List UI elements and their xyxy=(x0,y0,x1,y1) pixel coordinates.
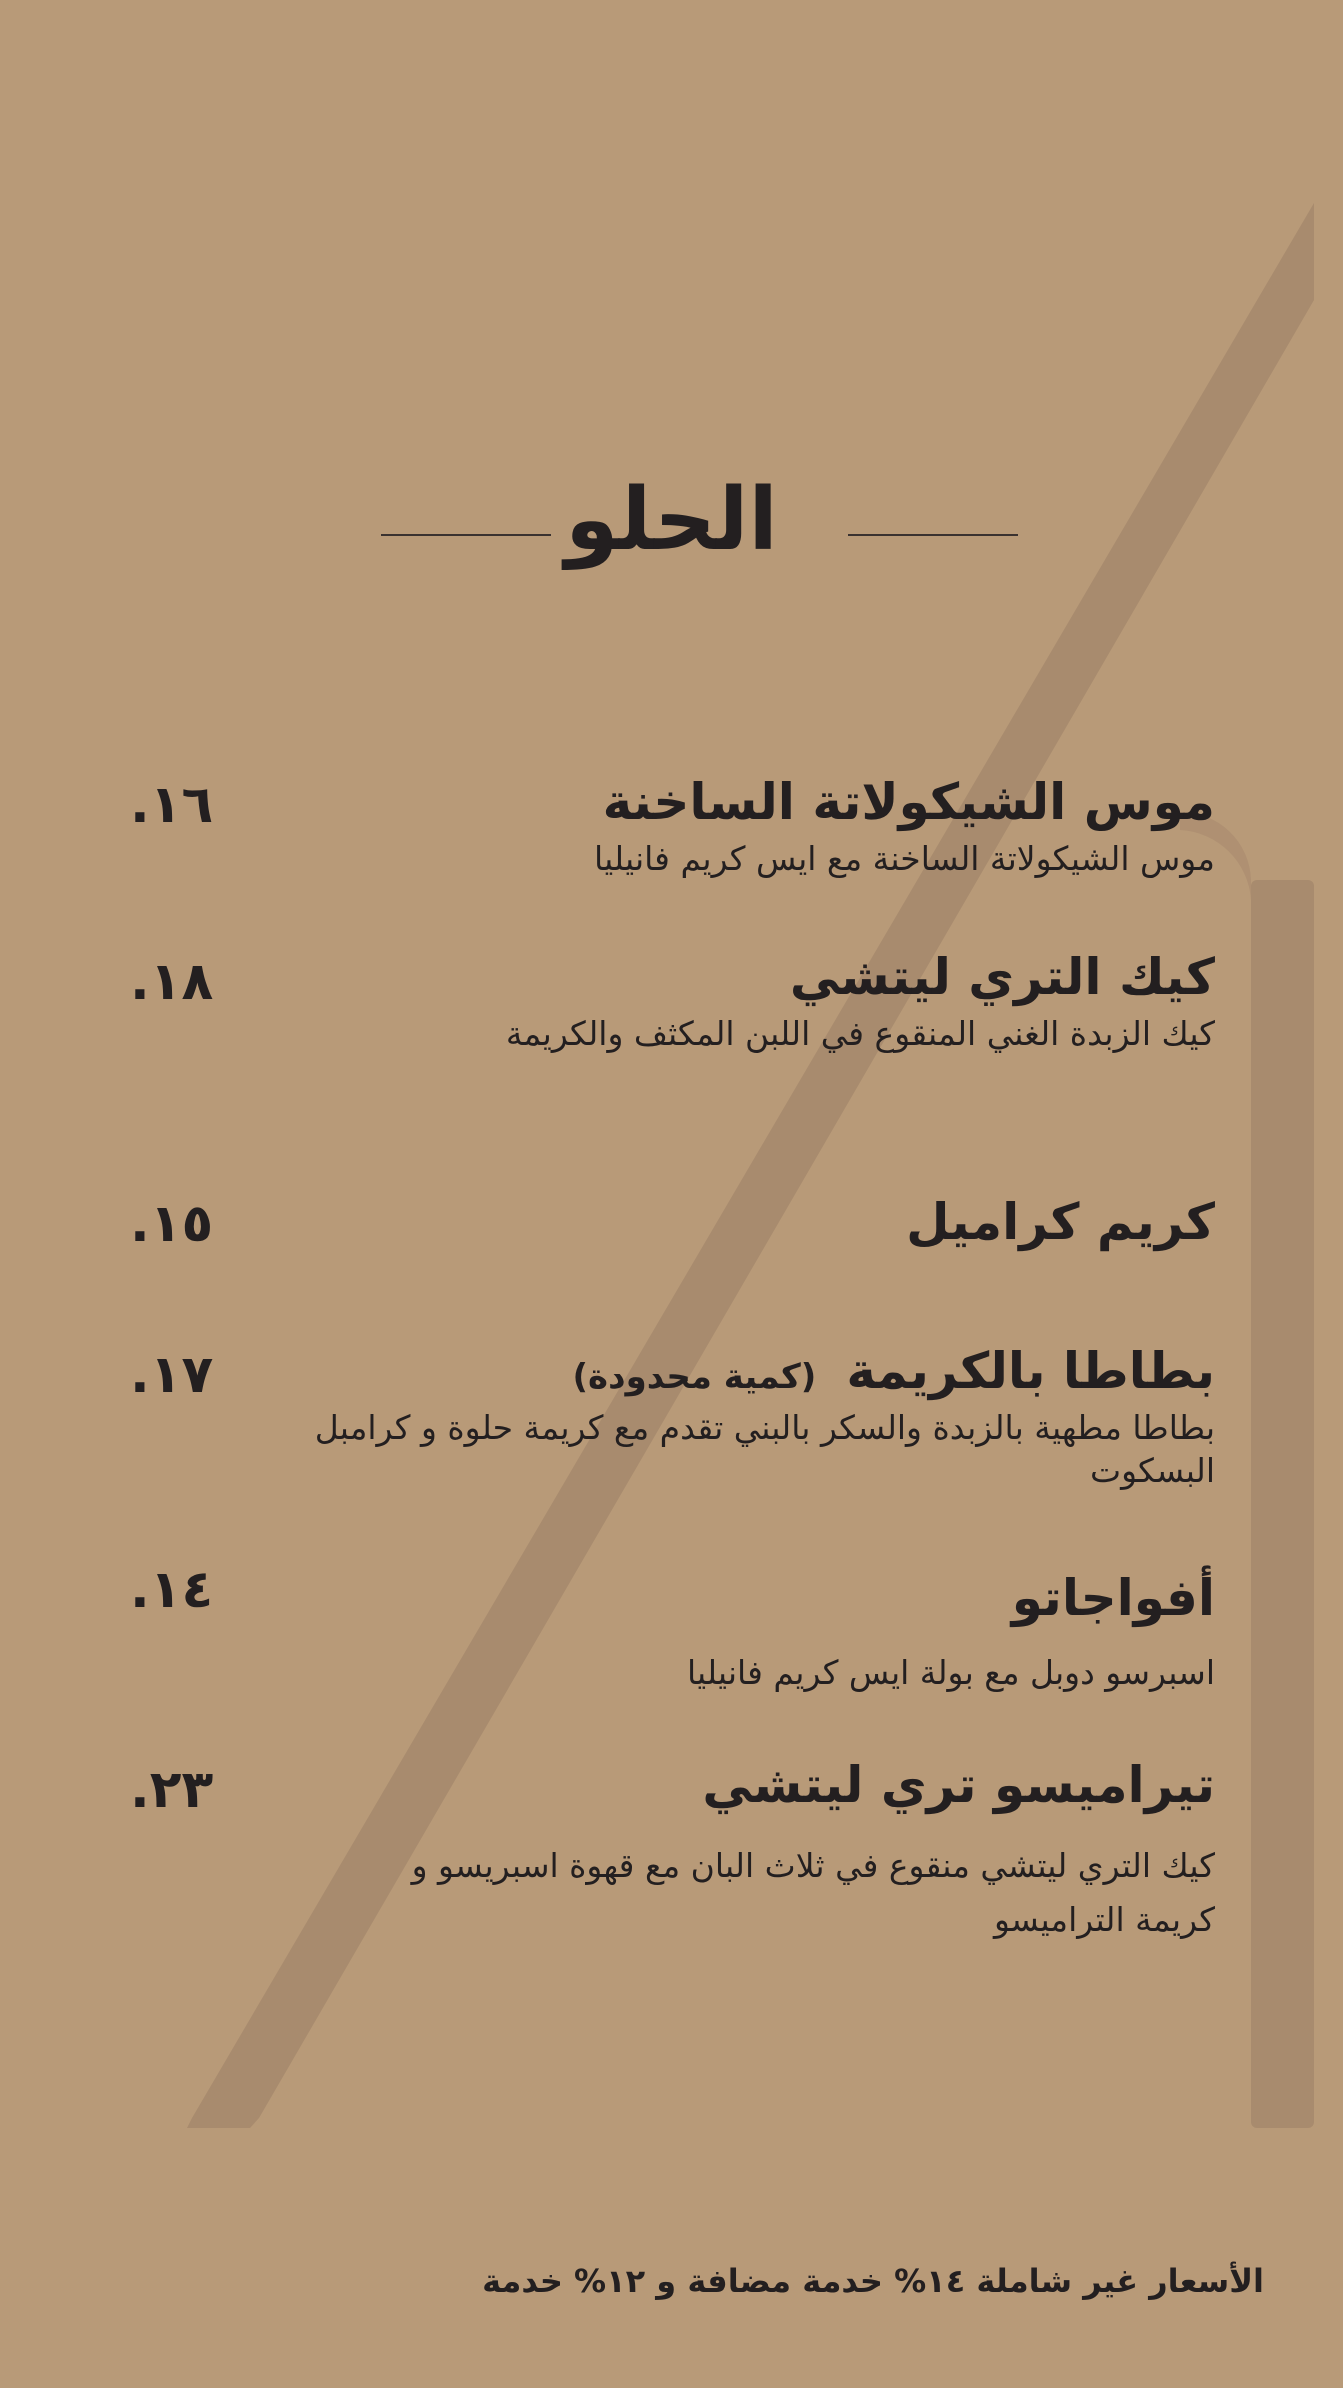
item-note: (كمية محدودة) xyxy=(572,1357,817,1397)
item-price: ١٨. xyxy=(130,952,214,1012)
item-description: كيك التري ليتشي منقوع في ثلاث البان مع قهوة اسبريسو و كريمة التراميسو xyxy=(411,1846,1215,1940)
item-price: ١٥. xyxy=(130,1194,214,1254)
item-name: بطاطا بالكريمة xyxy=(846,1342,1215,1400)
menu-item xyxy=(115,772,1215,881)
item-price: ٢٣. xyxy=(130,1760,214,1820)
item-description: كيك الزبدة الغني المنقوع في اللبن المكثف والكريمة xyxy=(505,1014,1215,1053)
menu-item xyxy=(115,1192,1215,1252)
item-price: ١٧. xyxy=(130,1345,214,1405)
item-name: كريم كراميل xyxy=(906,1193,1215,1251)
item-name: تيراميسو تري ليتشي xyxy=(702,1756,1215,1814)
item-name: كيك التري ليتشي xyxy=(789,948,1215,1006)
footer-note: الأسعار غير شاملة ١٤% خدمة مضافة و ١٢% خدمة xyxy=(482,2262,1264,2300)
item-description: بطاطا مطهية بالزبدة والسكر بالبني تقدم مع كريمة حلوة و كرامبل البسكوت xyxy=(314,1408,1215,1490)
item-price: ١٤. xyxy=(130,1560,214,1620)
menu-item xyxy=(115,1568,1215,1695)
item-name: أفواجاتو xyxy=(1011,1569,1215,1627)
item-description: اسبرسو دوبل مع بولة ايس كريم فانيليا xyxy=(686,1653,1215,1692)
item-name: موس الشيكولاتة الساخنة xyxy=(602,773,1215,831)
menu-item xyxy=(115,947,1215,1056)
page-title: الحلو xyxy=(565,470,778,570)
menu-item xyxy=(115,1341,1215,1493)
item-price: ١٦. xyxy=(130,775,214,835)
menu-item xyxy=(115,1755,1215,1948)
item-description: موس الشيكولاتة الساخنة مع ايس كريم فانيليا xyxy=(594,839,1215,878)
